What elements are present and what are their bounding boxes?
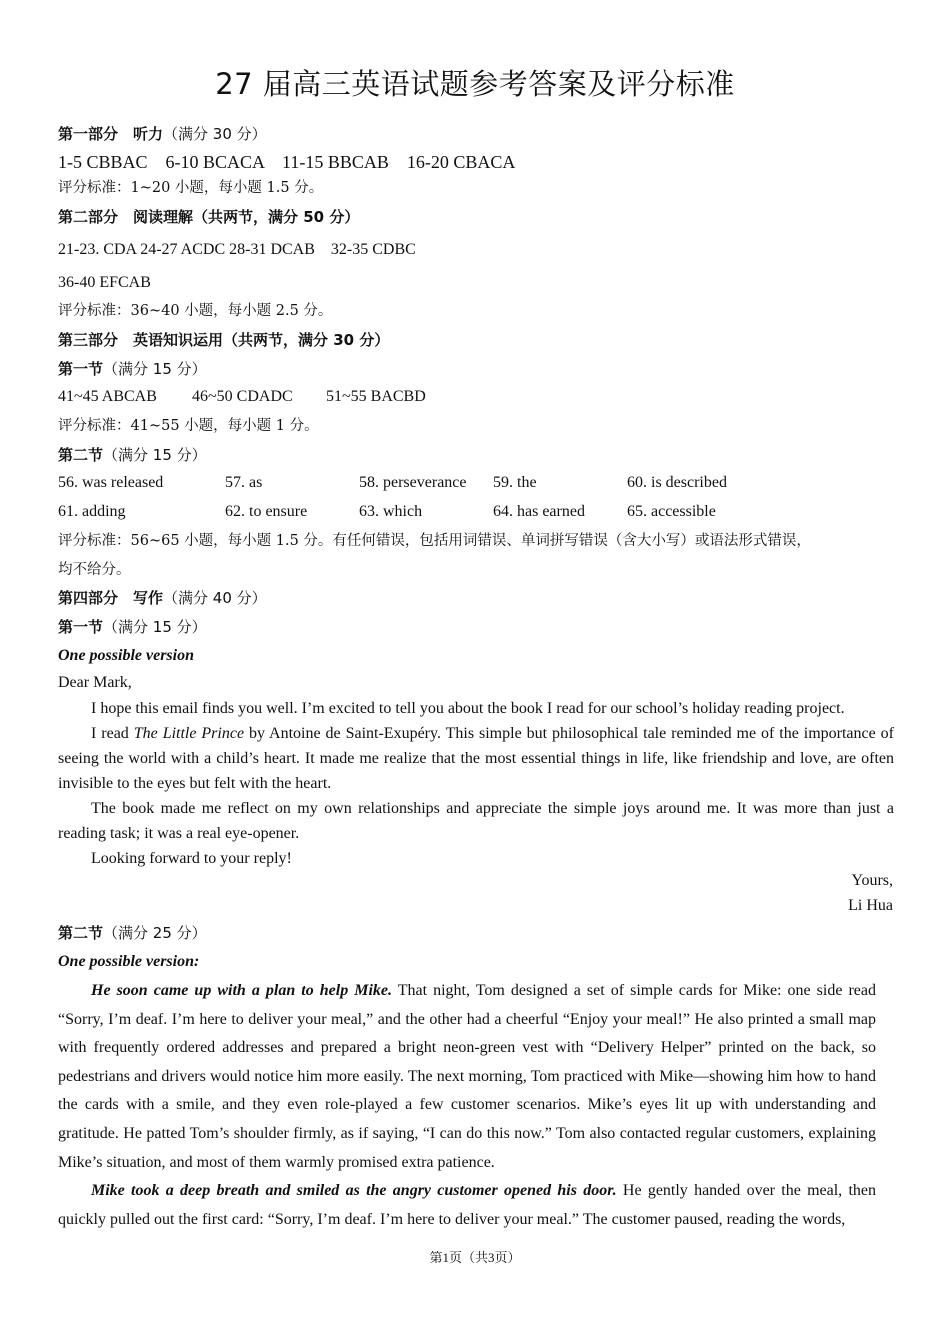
letter-paragraph-1: I hope this email finds you well. I’m excited to tell you about the book I read for our school’s holiday reading project. [91, 700, 845, 717]
letter-paragraph-3: The book made me reflect on my own relationships and appreciate the simple joys around me. It was more than just a reading task; it was a real eye-opener. [58, 800, 894, 842]
part4-section1-heading-paren: （满分 15 分） [103, 618, 207, 636]
part3-section1-heading-paren: （满分 15 分） [103, 360, 207, 378]
answer-63: 63. which [359, 503, 423, 520]
part3-section1-scoring: 评分标准：41~55 小题，每小题 1 分。 [58, 418, 319, 434]
letter-paragraph-2 [58, 721, 894, 796]
part4-heading [58, 588, 267, 608]
part4-heading-text: 第四部分 写作 [58, 589, 164, 607]
letter-paragraph-4: Looking forward to your reply! [91, 850, 292, 867]
answer-65: 65. accessible [627, 503, 716, 520]
part3-answers-51-55: 51~55 BACBD [326, 388, 426, 405]
answer-62: 62. to ensure [225, 503, 308, 520]
letter-closing: Yours, [851, 872, 893, 889]
page-footer: 第1页（共3页） [429, 1250, 521, 1265]
part4-section1-heading [58, 617, 207, 637]
page-title: 27 届高三英语试题参考答案及评分标准 [215, 67, 735, 101]
letter-p2-post: by Antoine de Saint-Exupéry. This simple but philosophical tale reminded me of the importance of seeing the world with a child’s heart. It made me realize that the most essential things in life, like friendship and love, are often invisible to the eyes but felt with the heart. [58, 725, 895, 792]
part4-section2-heading [58, 923, 207, 943]
continuation-p1-lead: He soon came up with a plan to help Mike. [91, 982, 392, 999]
letter-signature: Li Hua [848, 897, 893, 914]
part3-section2-heading-text: 第二节 [58, 446, 104, 464]
answer-60: 60. is described [627, 474, 727, 491]
part3-section2-heading [58, 445, 207, 465]
part1-heading [58, 124, 267, 144]
part3-section2-scoring-line1: 评分标准：56~65 小题，每小题 1.5 分。有任何错误，包括用词错误、单词拼写错误（含大小写）或语法形式错误， [58, 533, 811, 549]
part3-answers-41-45: 41~45 ABCAB [58, 388, 157, 405]
continuation-p1-body: That night, Tom designed a set of simple cards for Mike: one side read “Sorry, I’m deaf. I’m here to deliver your meal,” and the other had a cheerful “Enjoy your meal!” He also printed a small map with frequently ordered addresses and prepared a bright neon-green vest with “Delivery Helper” printed on the back, so pedestrians and drivers would notice him more easily. The next morning, Tom practiced with Mike—showing him how to hand the cards with a smile, and they even role-played a few customer scenarios. Mike’s eyes lit up with understanding and gratitude. He patted Tom’s shoulder firmly, as if saying, “I can do this now.” Tom also contacted regular customers, explaining Mike’s situation, and most of them warmly promised extra patience. [58, 982, 877, 1171]
part1-answers: 1-5 CBBAC 6-10 BCACA 11-15 BBCAB 16-20 CBACA [58, 152, 516, 172]
part2-heading: 第二部分 阅读理解（共两节，满分 50 分） [58, 208, 360, 226]
part1-heading-text: 第一部分 听力 [58, 125, 164, 143]
part4-section1-version-label: One possible version [58, 647, 194, 664]
continuation-paragraph-1 [58, 977, 876, 1177]
part3-section1-heading [58, 359, 207, 379]
part2-answers-line1: 21-23. CDA 24-27 ACDC 28-31 DCAB 32-35 CDBC [58, 241, 416, 258]
part2-answers-line2: 36-40 EFCAB [58, 274, 151, 291]
part3-heading: 第三部分 英语知识运用（共两节，满分 30 分） [58, 331, 390, 349]
continuation-paragraph-2 [58, 1177, 876, 1234]
part4-heading-paren: （满分 40 分） [163, 589, 267, 607]
part2-scoring: 评分标准：36~40 小题，每小题 2.5 分。 [58, 303, 333, 319]
continuation-p2-body: He gently handed over the meal, then quickly pulled out the first card: “Sorry, I’m deaf. I’m here to deliver your meal.” The customer paused, reading the words, [58, 1182, 877, 1228]
part4-section2-heading-text: 第二节 [58, 924, 104, 942]
part4-section1-heading-text: 第一节 [58, 618, 104, 636]
answer-56: 56. was released [58, 474, 164, 491]
part3-section1-heading-text: 第一节 [58, 360, 104, 378]
answer-57: 57. as [225, 474, 263, 491]
answer-58: 58. perseverance [359, 474, 467, 491]
part3-section2-scoring-line2: 均不给分。 [58, 562, 131, 578]
letter-salutation: Dear Mark, [58, 674, 132, 691]
part3-section2-heading-paren: （满分 15 分） [103, 446, 207, 464]
answer-59: 59. the [493, 474, 537, 491]
part1-scoring: 评分标准：1~20 小题，每小题 1.5 分。 [58, 180, 324, 196]
part4-section2-heading-paren: （满分 25 分） [103, 924, 207, 942]
part1-heading-paren: （满分 30 分） [163, 125, 267, 143]
letter-p2-pre: I read [91, 725, 134, 742]
answer-61: 61. adding [58, 503, 126, 520]
part4-section2-version-label: One possible version: [58, 953, 200, 970]
answer-64: 64. has earned [493, 503, 585, 520]
continuation-p2-lead: Mike took a deep breath and smiled as the angry customer opened his door. [91, 1182, 617, 1199]
part3-answers-46-50: 46~50 CDADC [192, 388, 293, 405]
book-title: The Little Prince [133, 725, 245, 742]
